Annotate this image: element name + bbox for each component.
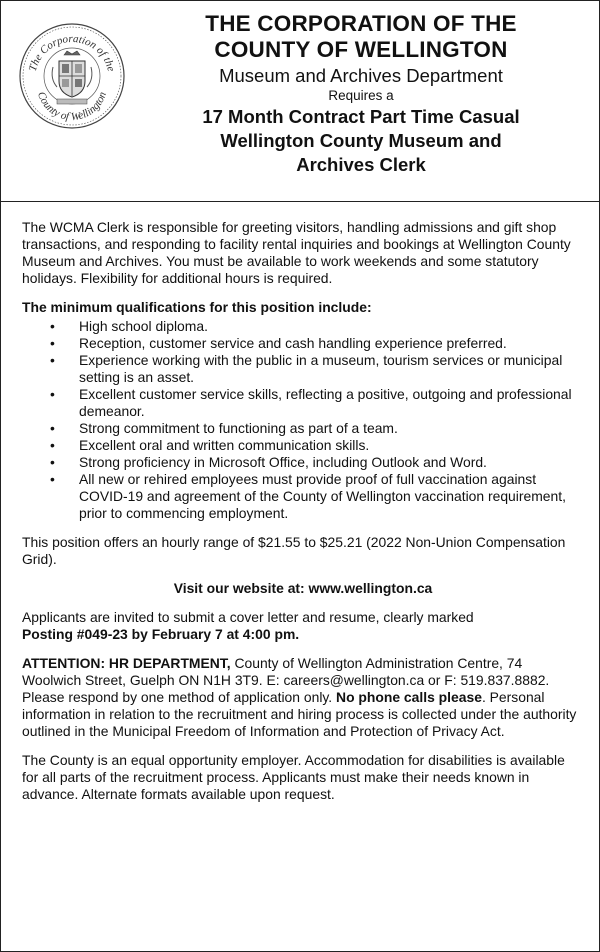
intro-paragraph: The WCMA Clerk is responsible for greeting visitors, handling admissions and gift shop transactions, and responding to facility rental inquiries and bookings at Wellington County Museum and Archives. You must be available to work weekends and some statutory holidays. Flexibility for additional hours is required.	[22, 219, 571, 286]
attention-text: County of Wellington Administration Centre, 74 Woolwich Street, Guelph ON N1H 3T9. E: careers@wellington.ca or F: 519.837.8882. Please respond by one method of application only.	[22, 655, 550, 705]
bullet-icon: •	[50, 318, 55, 334]
position-title-line3: Archives Clerk	[296, 154, 426, 175]
seal-text-top: The Corporation of the	[26, 32, 118, 73]
requires-label: Requires a	[328, 88, 394, 103]
bullet-icon: •	[50, 471, 55, 487]
position-title-line2: Wellington County Museum and	[220, 130, 502, 151]
county-seal-icon	[17, 21, 127, 131]
org-name-line2: COUNTY OF WELLINGTON	[214, 37, 508, 62]
bullet-icon: •	[50, 386, 55, 402]
seal-text-bottom: County of Wellington	[34, 90, 109, 124]
list-item: • Excellent oral and written communication skills.	[50, 437, 370, 453]
bullet-icon: •	[50, 420, 55, 436]
website-line: Visit our website at: www.wellington.ca	[173, 580, 433, 596]
qualifications-heading: The minimum qualifications for this position include:	[22, 299, 372, 315]
ad-body	[22, 219, 584, 803]
attention-label: ATTENTION: HR DEPARTMENT,	[22, 655, 231, 671]
posting-deadline: Posting #049-23 by February 7 at 4:00 pm.	[22, 626, 300, 642]
position-title-line1: 17 Month Contract Part Time Casual	[202, 106, 520, 127]
title-block	[131, 11, 591, 176]
ad-header	[1, 1, 599, 202]
bullet-icon: •	[50, 437, 55, 453]
apply-paragraph	[22, 609, 584, 643]
list-item: • High school diploma.	[50, 318, 208, 334]
list-item: • Excellent customer service skills, reflecting a positive, outgoing and professional demeanor.	[50, 386, 572, 419]
pay-paragraph: This position offers an hourly range of $21.55 to $25.21 (2022 Non-Union Compensation Grid).	[22, 534, 566, 567]
org-name-line1: THE CORPORATION OF THE	[205, 11, 517, 36]
list-item: • Strong proficiency in Microsoft Office, including Outlook and Word.	[50, 454, 487, 470]
list-item: • Experience working with the public in a museum, tourism services or municipal setting is an asset.	[50, 352, 563, 385]
privacy-text: . Personal information in relation to the recruitment and hiring process is collected under the authority outlined in the Municipal Freedom of Information and Protection of Privacy Act.	[22, 689, 577, 739]
list-item: • Reception, customer service and cash handling experience preferred.	[50, 335, 507, 351]
department-name: Museum and Archives Department	[219, 65, 503, 86]
no-calls-notice: No phone calls please	[336, 689, 482, 705]
bullet-icon: •	[50, 352, 55, 368]
qualifications-list	[22, 318, 584, 522]
attention-paragraph	[22, 655, 584, 740]
list-item: • Strong commitment to functioning as part of a team.	[50, 420, 398, 436]
list-item: • All new or rehired employees must provide proof of full vaccination against COVID-19 and agreement of the County of Wellington vaccination requirement, prior to commencing employment.	[50, 471, 566, 521]
bullet-icon: •	[50, 454, 55, 470]
bullet-icon: •	[50, 335, 55, 351]
apply-text: Applicants are invited to submit a cover letter and resume, clearly marked	[22, 609, 474, 625]
equal-opportunity-paragraph: The County is an equal opportunity employer. Accommodation for disabilities is available for all parts of the recruitment process. Applicants must make their needs known in advance. Alternate formats available upon request.	[22, 752, 565, 802]
